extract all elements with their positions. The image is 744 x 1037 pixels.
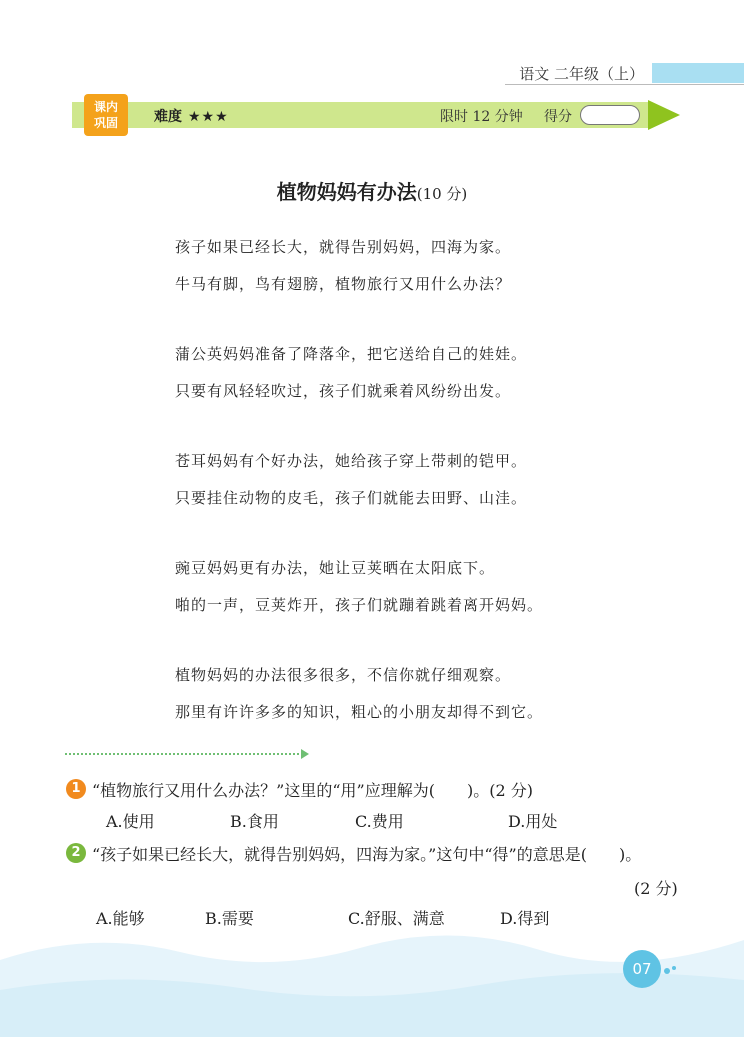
poem-line: 牛马有脚，鸟有翅膀，植物旅行又用什么办法？ xyxy=(175,275,512,293)
subject-header xyxy=(519,62,744,84)
poem-title xyxy=(0,176,744,205)
score-input-box[interactable] xyxy=(580,105,640,125)
poem-line: 苍耳妈妈有个好办法，她给孩子穿上带刺的铠甲。 xyxy=(175,452,528,470)
poem-points: (10 分) xyxy=(416,185,468,203)
difficulty-label: 难度 xyxy=(154,109,182,125)
page-dot-icon xyxy=(664,968,670,974)
page-dot-icon xyxy=(672,966,676,970)
poem-line: 那里有许许多多的知识，粗心的小朋友却得不到它。 xyxy=(175,703,544,721)
banner-arrow-icon xyxy=(648,100,680,130)
question-1-badge: 1 xyxy=(66,779,86,799)
difficulty-stars-icon: ★★★ xyxy=(188,109,229,125)
question-2-option-d[interactable]: D.得到 xyxy=(500,909,550,928)
section-tab-line2: 巩固 xyxy=(93,116,118,130)
poem-line: 只要有风轻轻吹过，孩子们就乘着风纷纷出发。 xyxy=(175,382,512,400)
section-tab-line1: 课内 xyxy=(93,100,118,114)
question-2-text: “孩子如果已经长大，就得告别妈妈，四海为家。”这句中“得”的意思是( )。 xyxy=(92,845,642,864)
question-2-option-a[interactable]: A.能够 xyxy=(96,909,145,928)
dotted-divider xyxy=(65,753,303,755)
page-number-badge: 07 xyxy=(623,950,661,988)
section-tab xyxy=(84,94,128,136)
divider-arrow-icon xyxy=(301,749,309,759)
question-1-option-c[interactable]: C.费用 xyxy=(355,812,404,831)
score-label: 得分 xyxy=(544,109,572,125)
header-divider xyxy=(505,84,744,85)
poem-line: 植物妈妈的办法很多很多，不信你就仔细观察。 xyxy=(175,666,512,684)
question-1-option-b[interactable]: B.食用 xyxy=(230,812,279,831)
question-2-option-c[interactable]: C.舒服、满意 xyxy=(348,909,445,928)
poem-title-text: 植物妈妈有办法 xyxy=(276,180,417,204)
poem-line: 蒲公英妈妈准备了降落伞，把它送给自己的娃娃。 xyxy=(175,345,528,363)
subject-color-bar xyxy=(652,63,744,83)
poem-line: 只要挂住动物的皮毛，孩子们就能去田野、山洼。 xyxy=(175,489,528,507)
question-1-option-d[interactable]: D.用处 xyxy=(508,812,558,831)
poem-line: 豌豆妈妈更有办法，她让豆荚晒在太阳底下。 xyxy=(175,559,496,577)
poem-line: 啪的一声，豆荚炸开，孩子们就蹦着跳着离开妈妈。 xyxy=(175,596,544,614)
question-2-option-b[interactable]: B.需要 xyxy=(205,909,254,928)
subject-label: 语文 二年级（上） xyxy=(519,64,644,83)
question-2-badge: 2 xyxy=(66,843,86,863)
time-limit: 限时 12 分钟 xyxy=(440,109,523,125)
question-1-text: “植物旅行又用什么办法？”这里的“用”应理解为( )。(2 分) xyxy=(92,781,533,800)
section-banner xyxy=(62,100,680,130)
question-1-option-a[interactable]: A.使用 xyxy=(106,812,155,831)
difficulty xyxy=(154,106,229,126)
question-2-points: (2 分) xyxy=(634,879,678,898)
poem-line: 孩子如果已经长大，就得告别妈妈，四海为家。 xyxy=(175,238,512,256)
